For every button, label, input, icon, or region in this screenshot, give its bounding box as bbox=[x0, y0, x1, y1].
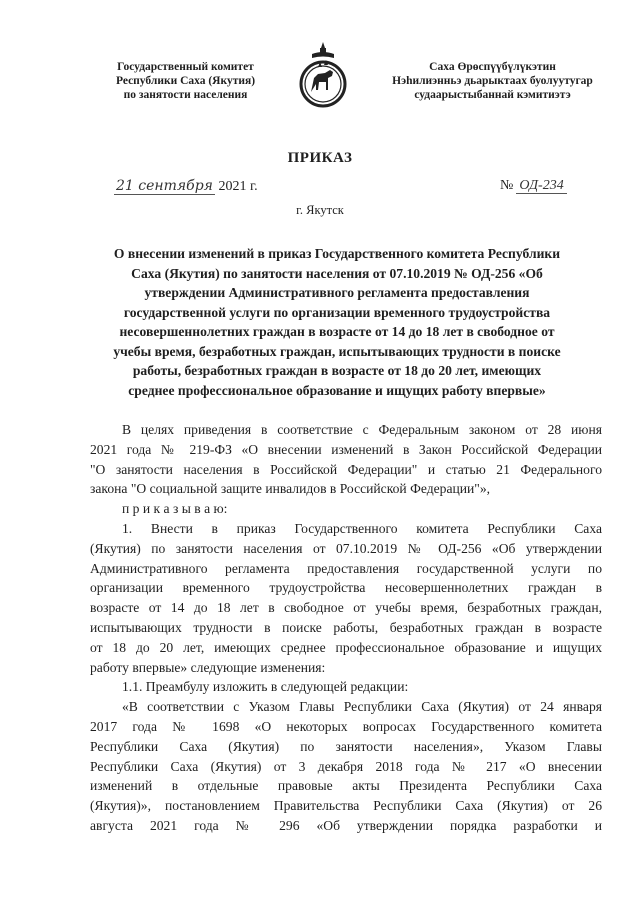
date-year: 2021 г. bbox=[218, 179, 258, 194]
order-date bbox=[114, 178, 258, 195]
issuer-name-yakut bbox=[375, 60, 610, 102]
issuer-line: Государственный комитет bbox=[117, 61, 254, 73]
body-line: испытывающих трудности в поиске работы, безработных граждан в возрасте bbox=[90, 619, 602, 635]
issuer-line: Саха Өрөспүүбүлүкэтин bbox=[429, 61, 556, 73]
body-line: п р и к а з ы в а ю: bbox=[122, 501, 228, 517]
heading-line: утверждении Административного регламента предоставления bbox=[144, 285, 530, 300]
issuer-line: судаарыстыбаннай кэмитиэтэ bbox=[414, 89, 571, 101]
body-line: Административного регламента предоставления государственной услуги по bbox=[90, 560, 602, 576]
heading-line: среднее профессиональное образование и ищущих работу впервые» bbox=[128, 382, 546, 398]
heading-line: государственной услуги по организации временного трудоустройства bbox=[123, 304, 551, 320]
heading-line: О внесении изменений в приказ Государственного комитета Республики bbox=[113, 246, 561, 261]
body-line: организации временного трудоустройства несовершеннолетних граждан в bbox=[90, 580, 602, 596]
body-line: "О занятости населения в Российской Федерации" и статью 21 Федерального bbox=[90, 461, 602, 477]
handwritten-number: ОД-234 bbox=[516, 178, 566, 194]
document-body bbox=[90, 420, 602, 836]
body-line: 1. Внести в приказ Государственного комитета Республики Саха bbox=[122, 520, 602, 536]
body-line: (Якутия) по занятости населения от 07.10.2019 № ОД-256 «Об утверждении bbox=[90, 540, 602, 556]
body-line: от 18 до 20 лет, имеющих среднее профессиональное образование и ищущих bbox=[90, 639, 602, 655]
body-line: 1.1. Преамбулу изложить в следующей редакции: bbox=[122, 679, 409, 695]
body-line: Республики Саха (Якутия) от 3 декабря 2018 года № 217 «О внесении bbox=[90, 758, 602, 774]
issuer-line: Республики Саха (Якутия) bbox=[115, 75, 256, 87]
handwritten-date: 21 сентября bbox=[116, 178, 213, 194]
number-prefix: № bbox=[500, 178, 514, 193]
issuer-line: Нэһилиэнньэ дьарыктаах буолуутугар bbox=[392, 75, 593, 87]
issuer-line: по занятости населения bbox=[123, 89, 248, 101]
heading-line: учебы время, безработных граждан, испытывающих трудности в поиске bbox=[113, 343, 561, 359]
heading-line: несовершеннолетних граждан в возрасте от 14 до 18 лет в свободное от bbox=[119, 324, 555, 339]
body-line: В целях приведения в соответствие с Федеральным законом от 28 июня bbox=[122, 422, 602, 437]
order-number bbox=[500, 178, 567, 194]
body-line: 2017 года № 1698 «О некоторых вопросах Государственного комитета bbox=[90, 718, 602, 734]
body-line: августа 2021 года № 296 «Об утверждении порядка разработки и bbox=[90, 817, 602, 833]
issuer-name-russian bbox=[98, 60, 273, 102]
heading-line: работы, безработных граждан в возрасте от 18 до 20 лет, имеющих bbox=[132, 363, 542, 378]
heading-line: Саха (Якутия) по занятости населения от 07.10.2019 № ОД-256 «Об bbox=[131, 265, 543, 281]
page-title: ПРИКАЗ bbox=[287, 150, 353, 166]
city-name: г. Якутск bbox=[296, 203, 344, 217]
body-line: 2021 года № 219-ФЗ «О внесении изменений в Закон Российской Федерации bbox=[90, 441, 602, 457]
body-line: возрасте от 14 до 18 лет в свободное от учебы время, безработных граждан, bbox=[90, 600, 602, 616]
body-line: изменений в отдельные правовые акты Президента Республики Саха bbox=[90, 778, 602, 794]
body-line: закона "О социальной защите инвалидов в Российской Федерации"», bbox=[90, 481, 491, 497]
body-line: работу впервые» следующие изменения: bbox=[90, 659, 326, 675]
body-line: «В соответствии с Указом Главы Республики Саха (Якутия) от 24 января bbox=[122, 699, 602, 715]
body-line: (Якутия)», постановлением Правительства Республики Саха (Якутия) от 26 bbox=[90, 798, 602, 814]
coat-of-arms-icon bbox=[298, 40, 348, 112]
document-heading bbox=[72, 244, 602, 400]
body-line: Республики Саха (Якутия) по занятости населения», Указом Главы bbox=[90, 738, 602, 754]
